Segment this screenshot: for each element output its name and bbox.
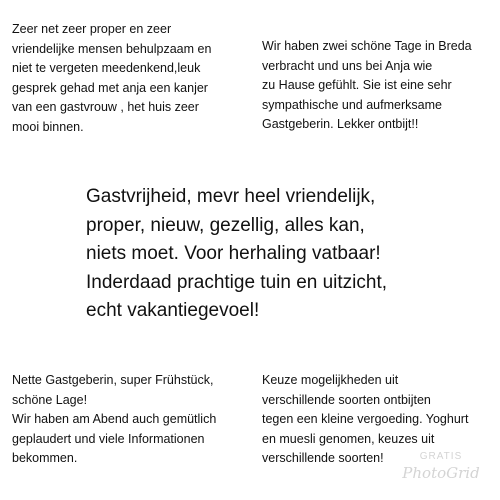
review-center: Gastvrijheid, mevr heel vriendelijk, proper, nieuw, gezellig, alles kan, niets moet. Voor herhaling vatbaar! Inderdaad prachtige tuin en uitzicht, echt vakantiegevoel! bbox=[86, 186, 388, 321]
watermark-line-2: PhotoGrid bbox=[402, 464, 480, 482]
review-top-right: Wir haben zwei schöne Tage in Breda verbracht und uns bei Anja wie zu Hause gefühlt. Sie ist eine sehr sympathische und aufmerksame Gastgeberin. Lekker ontbijt!! bbox=[262, 39, 472, 131]
photogrid-watermark bbox=[396, 447, 486, 489]
review-top-left: Zeer net zeer proper en zeer vriendelijke mensen behulpzaam en niet te vergeten meedenkend,leuk gesprek gehad met anja een kanjer van een gastvrouw , het huis zeer mooi binnen. bbox=[12, 22, 212, 134]
watermark-line-1: GRATIS bbox=[419, 451, 463, 462]
watermark-svg bbox=[396, 447, 486, 489]
review-bottom-left: Nette Gastgeberin, super Frühstück, schöne Lage! Wir haben am Abend auch gemütlich geplaudert und viele Informationen bekommen. bbox=[12, 373, 217, 465]
review-bottom-right: Keuze mogelijkheden uit verschillende soorten ontbijten tegen een kleine vergoeding. Yoghurt en muesli genomen, keuzes uit verschillende soorten! bbox=[262, 373, 469, 465]
